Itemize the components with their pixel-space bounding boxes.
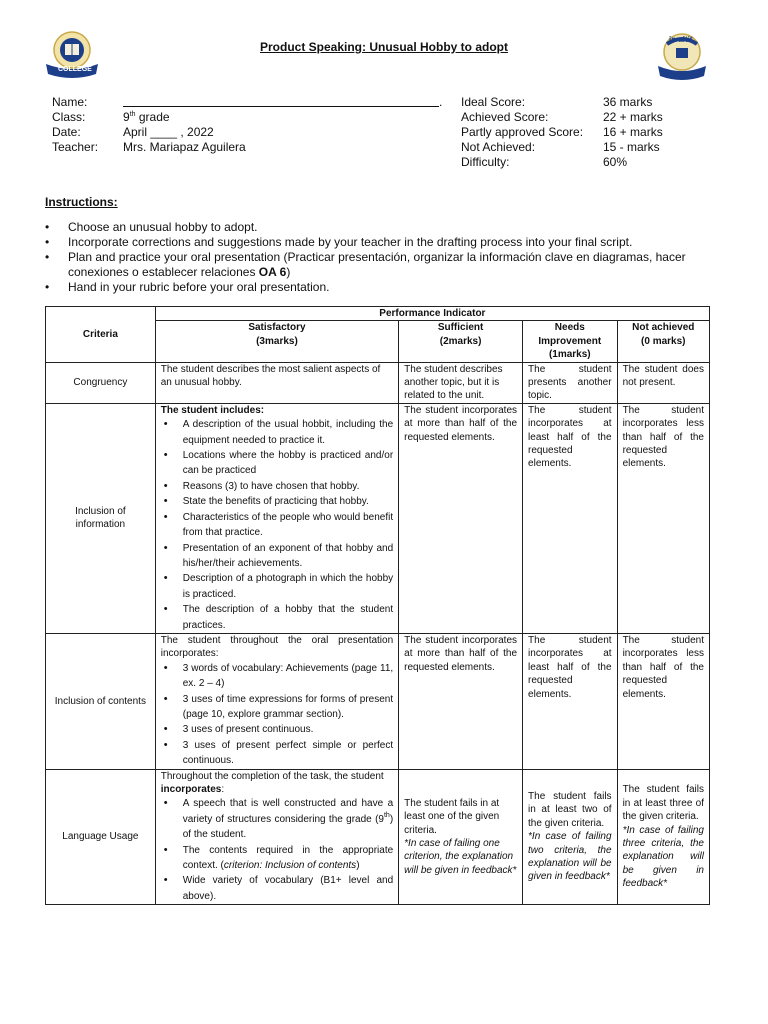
list-item: • Locations where the hobby is practiced and/or can be practiced [161,448,393,479]
rubric-table [45,306,710,905]
cell-needs-improvement: The student presents another topic. [523,362,618,403]
level-header-sufficient: Sufficient (2marks) [399,321,523,362]
score-row: Difficulty: 60% [461,155,628,169]
list-item: • Reasons (3) to have chosen that hobby. [161,479,393,494]
teacher-value: Mrs. Mariapaz Aguilera [123,140,246,154]
teacher-row [52,140,442,155]
name-field[interactable] [123,95,439,107]
cell-not-achieved: The student does not present. [617,362,709,403]
name-row [52,95,442,110]
class-row [52,110,442,125]
name-label: Name: [52,95,88,109]
list-item: • 3 uses of present continuous. [161,722,393,737]
list-item: • Wide variety of vocabulary (B1+ level and above). [161,873,393,904]
list-item: • Description of a photograph in which the hobby is practiced. [161,571,393,602]
list-item: • A speech that is well constructed and have a variety of structures considering the grade (9th) of the student. [161,796,393,842]
cell-satisfactory: The student describes the most salient aspects of an unusual hobby. [155,362,398,403]
level-header-satisfactory: Satisfactory (3marks) [155,321,398,362]
instructions-heading: Instructions: [45,195,118,209]
criteria-header: Criteria [46,307,156,363]
teacher-label: Teacher: [52,140,99,154]
logo-right-text: in altit [669,35,693,44]
table-row [46,403,710,633]
list-item: • A description of the usual hobbit, including the equipment needed to practice it. [161,417,393,448]
cell-sufficient: The student fails in at least one of the given criteria. *In case of failing one criterion, the explanation will be given in feedback* [399,769,523,905]
date-label: Date: [52,125,81,139]
score-row: Achieved Score: 22 + marks [461,110,663,124]
score-row: Partly approved Score: 16 + marks [461,125,663,139]
level-header-needs-improvement: Needs Improvement (1marks) [523,321,618,362]
cell-not-achieved: The student incorporates less than half of the requested elements. [617,403,709,633]
table-row [46,769,710,905]
performance-header: Performance Indicator [155,307,709,321]
list-item: • The description of a hobby that the student practices. [161,602,393,633]
class-label: Class: [52,110,86,124]
cell-needs-improvement: The student incorporates at least half of the requested elements. [523,403,618,633]
cell-satisfactory: The student includes: • A description of the usual hobbit, including the equipment needed to practice it. • Locations where the hobby is practiced and/or can be practiced • Reasons (3) to have chosen that hobby. • State the benefits of practicing that hobby. • Characteristics of the people who would benefit from that practice. • Presentation of an exponent of that hobby and his/her/their achievements. • Description of a photograph in which the hobby is practiced. • The description of a hobby that the student practices. [155,403,398,633]
cell-sufficient: The student describes another topic, but it is related to the unit. [399,362,523,403]
instructions-list [45,220,735,295]
college-logo [44,30,100,80]
date-row [52,125,442,140]
logo-left-text: COLLEGE [58,66,92,73]
score-row: Not Achieved: 15 - marks [461,140,660,154]
cell-needs-improvement: The student incorporates at least half of the requested elements. [523,633,618,769]
list-item: • 3 uses of present perfect simple or perfect continuous. [161,738,393,769]
list-item: • State the benefits of practicing that hobby. [161,494,393,509]
instruction-item: • Choose an unusual hobby to adopt. [45,220,258,234]
instruction-item: • Incorporate corrections and suggestions made by your teacher in the drafting process into your final script. [45,235,633,249]
criterion-contents: Inclusion of contents [46,633,156,769]
list-item: • 3 words of vocabulary: Achievements (page 11, ex. 2 – 4) [161,661,393,692]
date-value: April ____ , 2022 [123,125,214,139]
cell-not-achieved: The student fails in at least three of the given criteria. *In case of failing three criteria, the explanation will be given in feedback* [617,769,709,905]
list-item: • Characteristics of the people who would benefit from that practice. [161,510,393,541]
criterion-congruency: Congruency [46,362,156,403]
instruction-item: • Hand in your rubric before your oral presentation. [45,280,330,294]
level-header-not-achieved: Not achieved (0 marks) [617,321,709,362]
score-row: Ideal Score: 36 marks [461,95,653,109]
criterion-language: Language Usage [46,769,156,905]
instruction-item: • Plan and practice your oral presentation (Practicar presentación, organizar la información clave en diagramas, hacer conexiones o establecer relaciones OA 6) [45,250,686,279]
student-info [52,95,442,155]
school-crest-logo [655,30,709,82]
cell-satisfactory: The student throughout the oral presentation incorporates: • 3 words of vocabulary: Achievements (page 11, ex. 2 – 4) • 3 uses of time expressions for forms of present (page 10, explore grammar section). • 3 uses of present continuous. • 3 uses of present perfect simple or perfect continuous. [155,633,398,769]
table-row [46,633,710,769]
cell-not-achieved: The student incorporates less than half of the requested elements. [617,633,709,769]
cell-satisfactory: Throughout the completion of the task, the student incorporates: • A speech that is well constructed and have a variety of structures considering the grade (9th) of the student. • The contents required in the appropriate context. (criterion: Inclusion of contents) • Wide variety of vocabulary (B1+ level and above). [155,769,398,905]
cell-needs-improvement: The student fails in at least two of the given criteria. *In case of failing two criteria, the explanation will be given in feedback* [523,769,618,905]
list-item: • The contents required in the appropriate context. (criterion: Inclusion of contents) [161,843,393,874]
criterion-information: Inclusion of information [46,403,156,633]
document-title: Product Speaking: Unusual Hobby to adopt [259,40,508,54]
class-value: 9th grade [123,110,170,124]
list-item: • Presentation of an exponent of that hobby and his/her/their achievements. [161,541,393,572]
table-row [46,362,710,403]
list-item: • 3 uses of time expressions for forms of present (page 10, explore grammar section). [161,692,393,723]
cell-sufficient: The student incorporates at more than half of the requested elements. [399,403,523,633]
score-info [461,95,663,170]
cell-sufficient: The student incorporates at more than half of the requested elements. [399,633,523,769]
name-end: . [439,95,443,109]
